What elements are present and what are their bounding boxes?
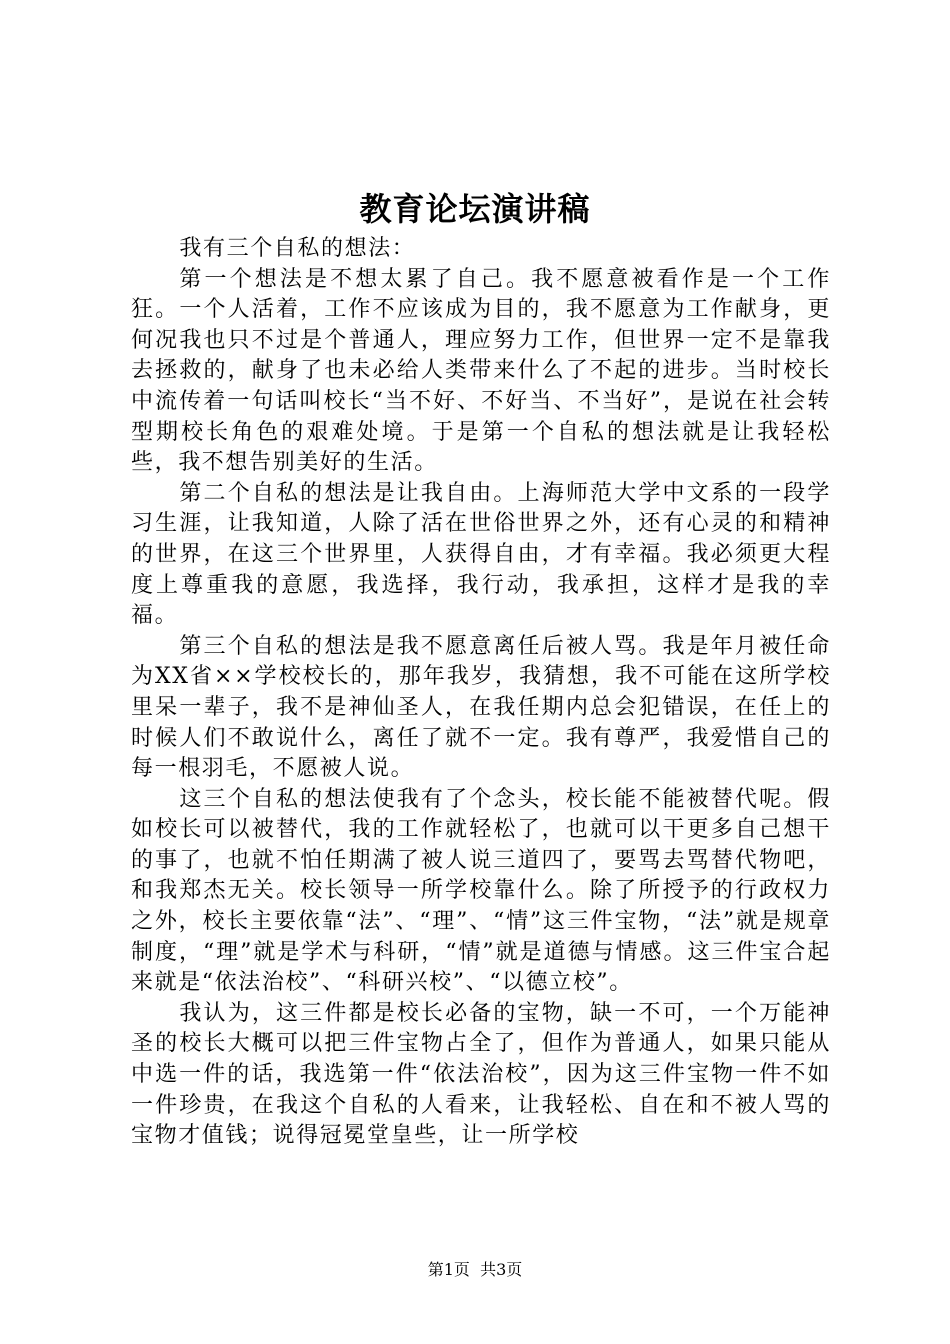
paragraph: 我有三个自私的想法： (179, 236, 416, 261)
document-body (131, 234, 831, 1152)
page-footer (0, 1260, 950, 1280)
page-number: 第1页 共3页 (427, 1260, 523, 1279)
paragraph: 第二个自私的想法是让我自由。上海师范大学中文系的一段学习生涯，让我知道，人除了活在世俗世界之外，还有心灵的和精神的世界，在这三个世界里，人获得自由，才有幸福。我必须更大程度上尊重我的意愿，我选择，我行动，我承担，这样才是我的幸福。 (131, 480, 831, 629)
paragraph: 我认为，这三件都是校长必备的宝物，缺一不可，一个万能神圣的校长大概可以把三件宝物占全了，但作为普通人，如果只能从中选一件的话，我选第一件“依法治校”，因为这三件宝物一件不如一件珍贵，在我这个自私的人看来，让我轻松、自在和不被人骂的宝物才值钱；说得冠冕堂皇些，让一所学校 (131, 1000, 831, 1149)
paragraph: 第一个想法是不想太累了自己。我不愿意被看作是一个工作狂。一个人活着，工作不应该成为目的，我不愿意为工作献身，更何况我也只不过是个普通人，理应努力工作，但世界一定不是靠我去拯救的，献身了也未必给人类带来什么了不起的进步。当时校长中流传着一句话叫校长“当不好、不好当、不当好”，是说在社会转型期校长角色的艰难处境。于是第一个自私的想法就是让我轻松些，我不想告别美好的生活。 (131, 266, 831, 476)
paragraph: 这三个自私的想法使我有了个念头，校长能不能被替代呢。假如校长可以被替代，我的工作就轻松了，也就可以干更多自己想干的事了，也就不怕任期满了被人说三道四了，要骂去骂替代物吧，和我郑杰无关。校长领导一所学校靠什么。除了所授予的行政权力之外，校长主要依靠“法”、“理”、“情”这三件宝物，“法”就是规章制度，“理”就是学术与科研，“情”就是道德与情感。这三件宝合起来就是“依法治校”、“科研兴校”、“以德立校”。 (131, 786, 831, 996)
paragraph: 第三个自私的想法是我不愿意离任后被人骂。我是年月被任命为XX省××学校校长的，那年我岁，我猜想，我不可能在这所学校里呆一辈子，我不是神仙圣人，在我任期内总会犯错误，在任上的时候人们不敢说什么，离任了就不一定。我有尊严，我爱惜自己的每一根羽毛，不愿被人说。 (131, 633, 831, 782)
document-title: 教育论坛演讲稿 (359, 190, 591, 228)
